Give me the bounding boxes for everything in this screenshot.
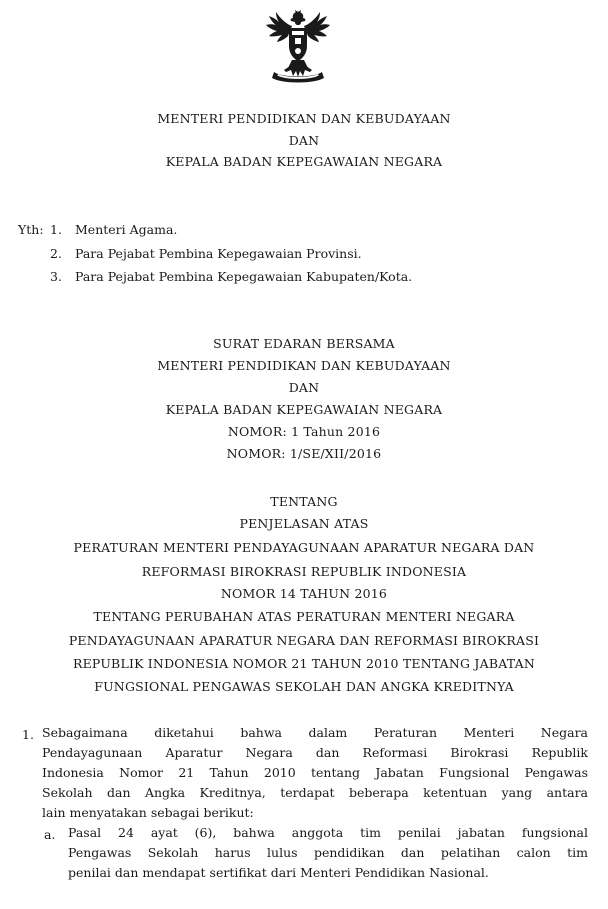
addressee-label: Yth: <box>18 222 44 237</box>
circular-line-1: SURAT EDARAN BERSAMA <box>213 336 395 351</box>
addressee-text-1: Menteri Agama. <box>75 222 178 237</box>
subject-line-1: TENTANG <box>270 494 338 509</box>
subject-line-8: REPUBLIK INDONESIA NOMOR 21 TAHUN 2010 TENTANG JABATAN <box>73 656 535 671</box>
header-line-1: MENTERI PENDIDIKAN DAN KEBUDAYAAN <box>157 111 451 126</box>
header-line-3: KEPALA BADAN KEPEGAWAIAN NEGARA <box>165 154 443 169</box>
circular-line-6: NOMOR: 1/SE/XII/2016 <box>226 446 382 461</box>
body-item-1-line: Indonesia Nomor 21 Tahun 2010 tentang Jabatan Fungsional Pengawas <box>42 765 588 780</box>
body-item-1a-line: Pengawas Sekolah harus lulus pendidikan dan pelatihan calon tim <box>68 845 588 860</box>
body-item-1a-num: a. <box>44 827 56 842</box>
subject-line-6: TENTANG PERUBAHAN ATAS PERATURAN MENTERI NEGARA <box>93 609 515 624</box>
garuda-emblem-icon <box>262 10 334 88</box>
addressee-text-2: Para Pejabat Pembina Kepegawaian Provinsi. <box>75 246 362 261</box>
subject-line-7: PENDAYAGUNAAN APARATUR NEGARA DAN REFORMASI BIROKRASI <box>68 633 540 648</box>
addressee-text-3: Para Pejabat Pembina Kepegawaian Kabupaten/Kota. <box>75 269 413 284</box>
body-item-1-paragraph <box>42 723 588 823</box>
body-item-1-line: Sekolah dan Angka Kreditnya, terdapat beberapa ketentuan yang antara <box>42 785 588 800</box>
body-item-1a-line: penilai dan mendapat sertifikat dari Menteri Pendidikan Nasional. <box>68 865 489 880</box>
subject-line-4: REFORMASI BIROKRASI REPUBLIK INDONESIA <box>141 564 467 579</box>
body-item-1-line: Pendayagunaan Aparatur Negara dan Reformasi Birokrasi Republik <box>42 745 588 760</box>
body-item-1-line: Sebagaimana diketahui bahwa dalam Peraturan Menteri Negara <box>42 725 588 740</box>
subject-line-5: NOMOR 14 TAHUN 2016 <box>220 586 388 601</box>
addressee-num-1: 1. <box>50 222 62 237</box>
circular-line-5: NOMOR: 1 Tahun 2016 <box>227 424 381 439</box>
addressee-num-3: 3. <box>50 269 62 284</box>
circular-line-4: KEPALA BADAN KEPEGAWAIAN NEGARA <box>165 402 443 417</box>
subject-line-9: FUNGSIONAL PENGAWAS SEKOLAH DAN ANGKA KREDITNYA <box>94 679 514 694</box>
circular-line-2: MENTERI PENDIDIKAN DAN KEBUDAYAAN <box>157 358 451 373</box>
subject-line-2: PENJELASAN ATAS <box>239 516 369 531</box>
body-item-1-line: lain menyatakan sebagai berikut: <box>42 805 254 820</box>
addressee-num-2: 2. <box>50 246 62 261</box>
header-line-2: DAN <box>288 133 320 148</box>
body-item-1-num: 1. <box>22 727 34 742</box>
circular-line-3: DAN <box>288 380 320 395</box>
body-item-1a-paragraph <box>68 823 588 883</box>
subject-line-3: PERATURAN MENTERI PENDAYAGUNAAN APARATUR NEGARA DAN <box>73 540 535 555</box>
body-item-1a-line: Pasal 24 ayat (6), bahwa anggota tim penilai jabatan fungsional <box>68 825 588 840</box>
